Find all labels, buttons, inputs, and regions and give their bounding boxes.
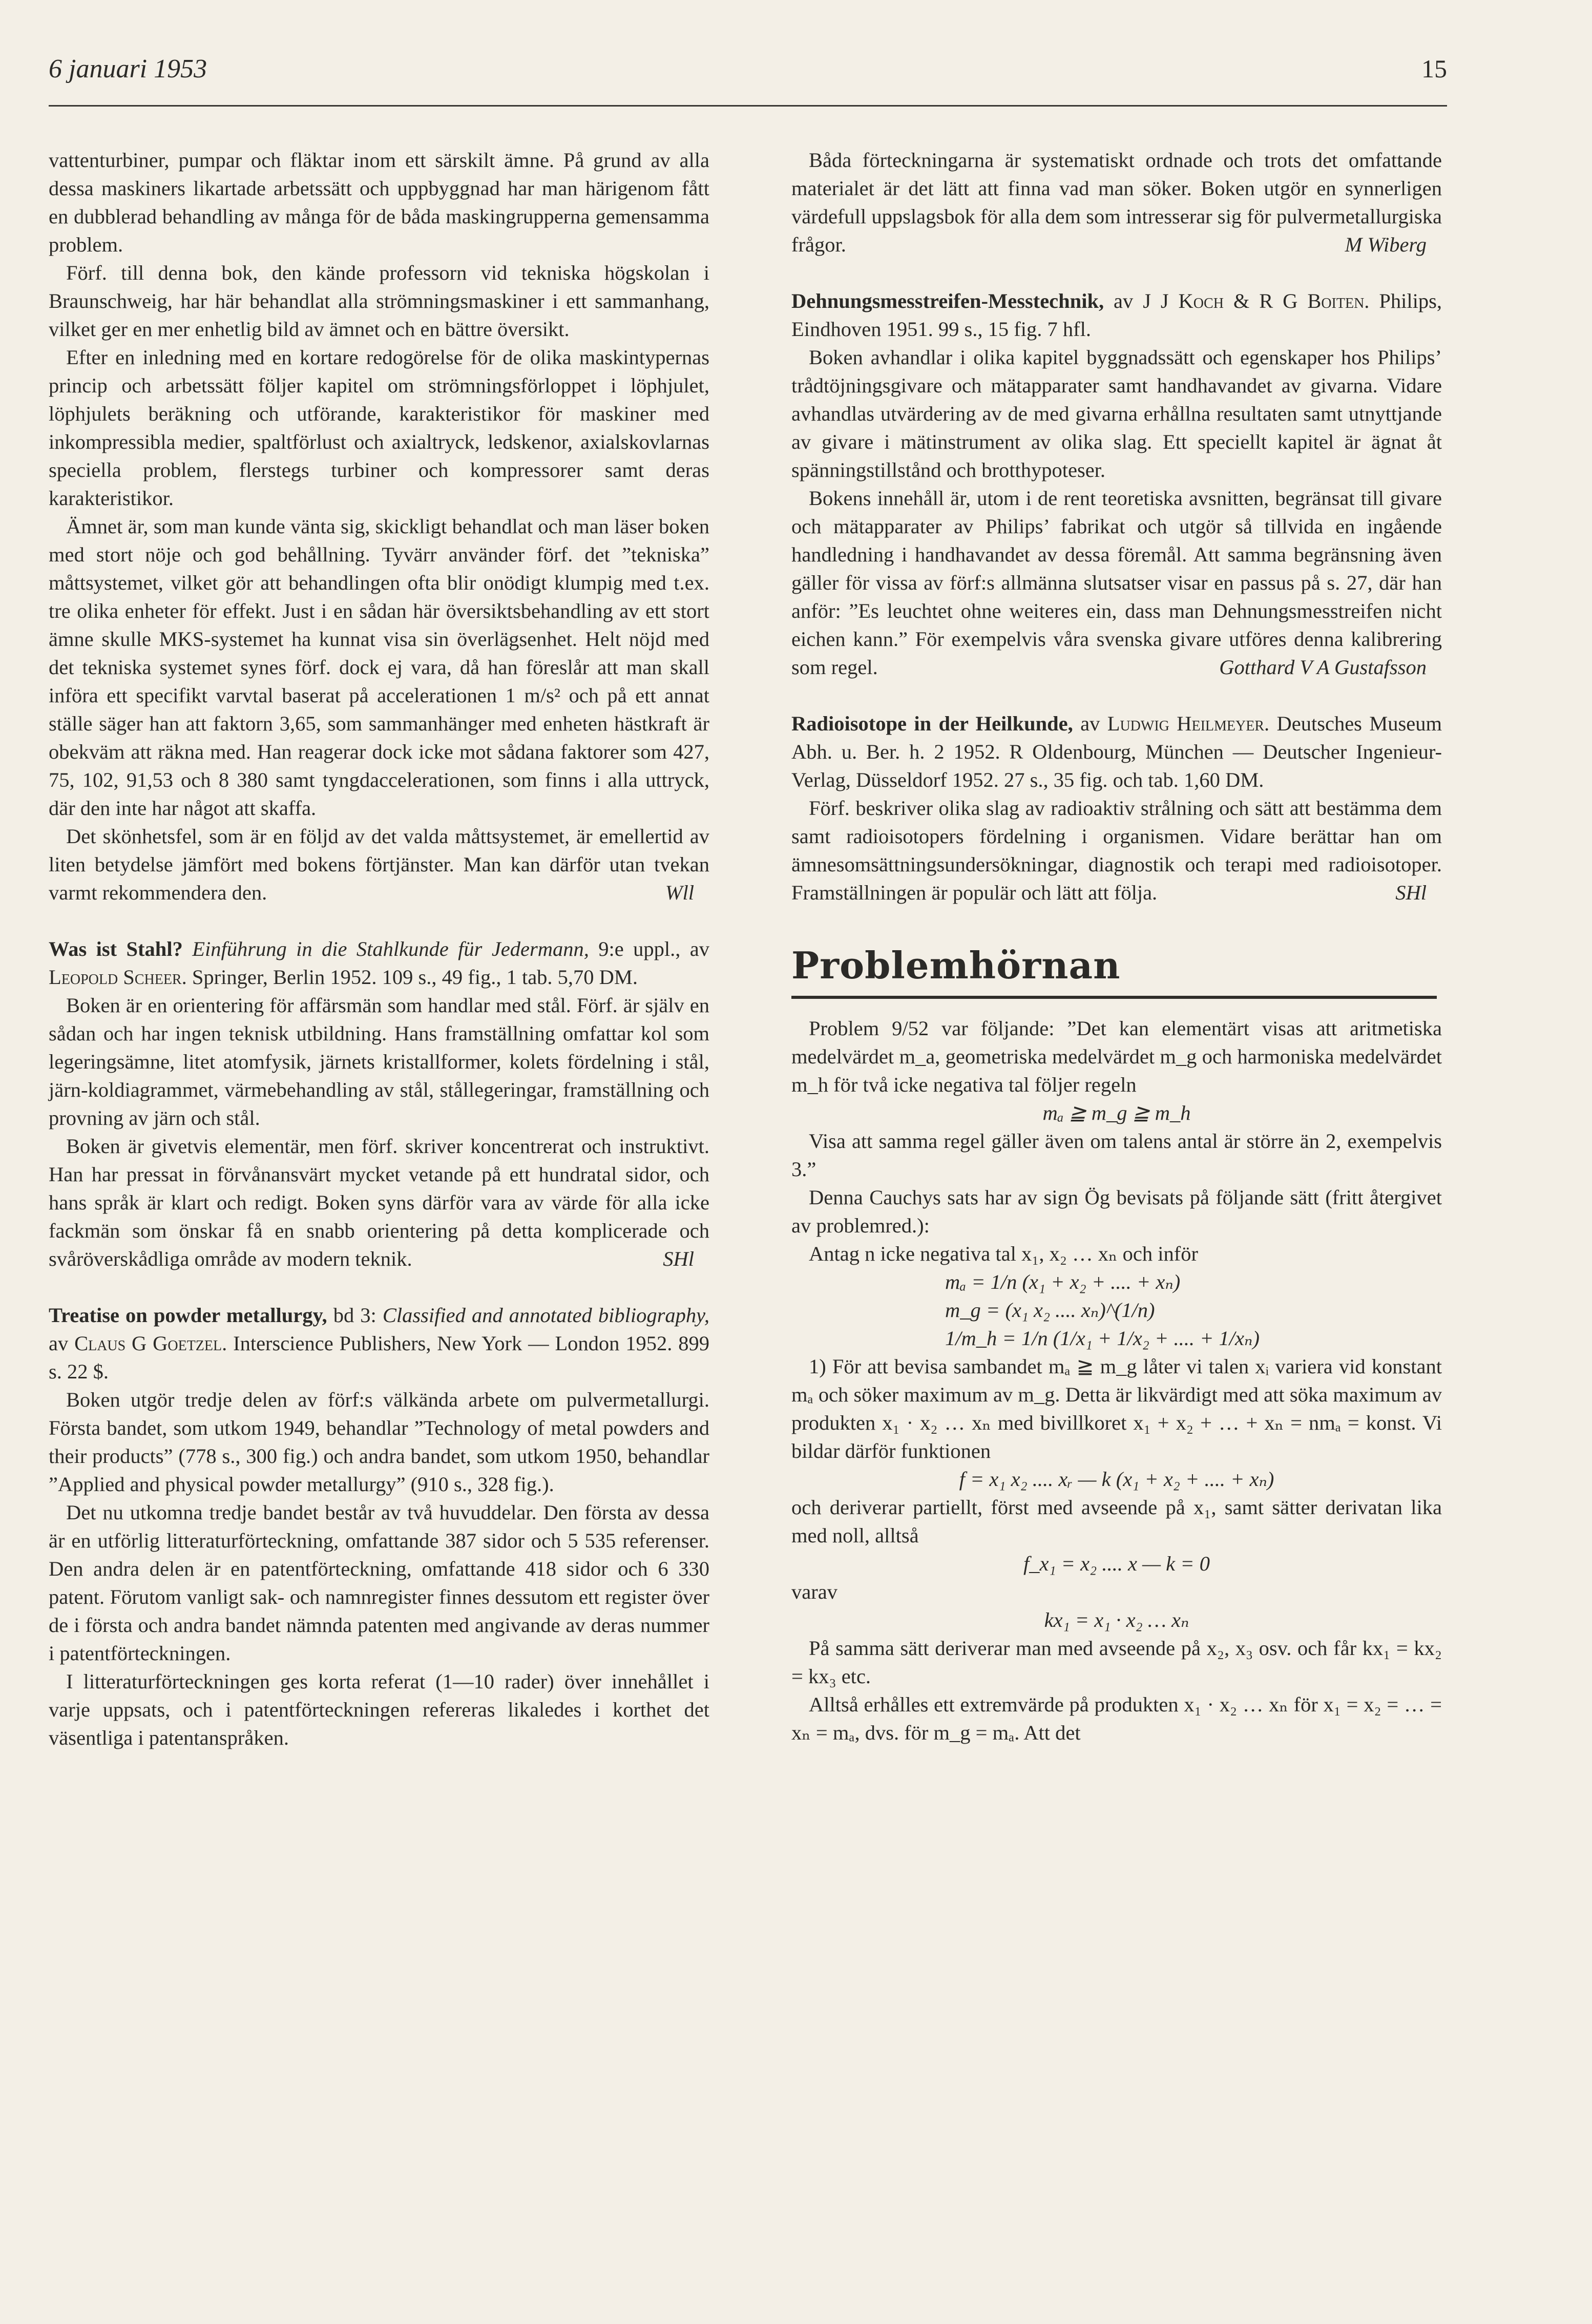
entry-heading	[791, 709, 1442, 794]
review-paragraph: Det skönhetsfel, som är en följd av det valda måttsystemet, är emellertid av liten betydelse jämfört med bokens förtjänster. Man kan därför utan tvekan varmt rekommendera den.	[49, 825, 709, 904]
review-entry-radioisotope	[791, 709, 1442, 907]
review-paragraph: Ämnet är, som man kunde vänta sig, skickligt behandlat och man läser boken med stort nöje och god behållning. Tyvärr använder förf. det ”tekniska” måttsystemet, vilket gör att behandlingen ofta blir onödigt klumpig med t.ex. tre olika enheter för effekt. Just i en sådan här översiktsbehandling av ett stort ämne skulle MKS-systemet ha kunnat visa sin överlägsenhet. Helt nöjd med det tekniska systemet synes förf. dock ej vara, då han föreslår att man skall införa ett specifikt varvtal baserat på accelerationen 1 m/s² och på ett annat ställe säger han att faktorn 3,65, som sammanhänger med enheten hästkraft är obekväm att räkna med. Han reagerar dock icke mot sådana faktorer som 427, 75, 102, 91,53 och 8 380 samt tyngdaccelerationen, som finns i alla uttryck, där den inte har något att skaffa.	[49, 515, 709, 820]
reviewer-signature: SHl	[1395, 881, 1427, 904]
book-title: Treatise on powder metallurgy,	[49, 1304, 327, 1327]
equation-function-f: f = x₁ x₂ .... xᵣ — k (x₁ + x₂ + .... + xₙ)	[959, 1468, 1274, 1491]
review-paragraph: Båda förteckningarna är systematiskt ordnade och trots det omfattande materialet är det lätt att finna vad man söker. Boken utgör en synnerligen värdefull uppslagsbok för alla dem som intresserar sig för pulvermetallurgiska frågor.	[791, 149, 1442, 256]
problem-text-varav: varav	[791, 1580, 837, 1603]
review-paragraph: vattenturbiner, pumpar och fläktar inom ett särskilt ämne. På grund av alla dessa maskiners likartade arbetssätt och uppbyggnad har man härigenom fått en dubblerad behandling av många för de båda maskingrupperna gemensamma problem.	[49, 149, 709, 256]
review-paragraph: Förf. till denna bok, den kände professorn vid tekniska högskolan i Braunschweig, har här behandlat alla strömningsmaskiner i ett sammanhang, vilket ger en mer enhetlig bild av ämnet och en bättre översikt.	[49, 261, 709, 341]
reviewer-signature: Wll	[665, 881, 694, 904]
book-title: Dehnungsmesstreifen-Messtechnik,	[791, 289, 1104, 312]
book-meta: Springer, Berlin 1952. 109 s., 49 fig., 1 tab. 5,70 DM.	[192, 966, 638, 989]
book-author: J J Koch & R G Boiten.	[1143, 289, 1370, 312]
review-entry-stahl	[49, 935, 709, 1273]
equation-kx1: kx₁ = x₁ · x₂ … xₙ	[1044, 1608, 1189, 1631]
review-paragraph: I litteraturförteckningen ges korta referat (1—10 rader) över innehållet i varje uppsats, och i patentförteckningen refereras likaledes i korthet det väsentliga i patentanspråken.	[49, 1670, 709, 1749]
book-meta: Deutsches Museum Abh. u. Ber. h. 2 1952. R Oldenbourg, München — Deutscher Ingenieur-Verlag, Düsseldorf 1952. 27 s., 35 fig. och tab. 1,60 DM.	[791, 712, 1442, 791]
page-header	[49, 54, 1447, 102]
reviewer-signature: Gotthard V A Gustafsson	[1219, 656, 1427, 679]
equation-geometric-mean: m_g = (x₁ x₂ .... xₙ)^(1/n)	[945, 1299, 1155, 1322]
problem-paragraph: Problem 9/52 var följande: ”Det kan elementärt visas att aritmetiska medelvärdet m_a, geometriska medelvärdet m_g och harmoniska medelvärdet m_h för två icke negativa tal följer regeln	[791, 1017, 1442, 1096]
problem-paragraph: Denna Cauchys sats har av sign Ög bevisats på följande sätt (fritt återgivet av problemred.):	[791, 1186, 1442, 1237]
book-author: Leopold Scheer.	[49, 966, 187, 989]
entry-heading	[49, 1301, 709, 1386]
book-meta: 9:e uppl., av	[598, 937, 709, 960]
entry-heading	[791, 287, 1442, 343]
left-column	[49, 146, 709, 1752]
book-subtitle: Classified and annotated bibliography,	[382, 1304, 710, 1327]
review-paragraph: Förf. beskriver olika slag av radioaktiv strålning och sätt att bestämma dem samt radioisotopers fördelning i organismen. Vidare berättar han om ämnesomsättningsundersökningar, diagnostik och terapi med radioisotoper. Framställningen är populär och lätt att följa.	[791, 797, 1442, 904]
book-meta: av	[1080, 712, 1100, 735]
problem-paragraph: På samma sätt deriverar man med avseende på x₂, x₃ osv. och får kx₁ = kx₂ = kx₃ etc.	[791, 1637, 1442, 1688]
review-entry-powder-metallurgy	[49, 1301, 709, 1752]
issue-date: 6 januari 1953	[49, 54, 207, 83]
book-meta: av	[1114, 289, 1134, 312]
header-rule	[49, 105, 1447, 107]
problem-paragraph: Antag n icke negativa tal x₁, x₂ … xₙ och inför	[809, 1242, 1198, 1265]
book-subtitle: Einführung in die Stahlkunde für Jedermann,	[192, 937, 589, 960]
page-number: 15	[1421, 54, 1447, 83]
section-rule	[791, 996, 1437, 999]
inequality-rule: mₐ ≧ m_g ≧ m_h	[1042, 1101, 1191, 1124]
book-meta: Interscience Publishers, New York — London 1952. 899 s. 22 $.	[49, 1332, 709, 1383]
book-author: Ludwig Heilmeyer.	[1107, 712, 1270, 735]
reviewer-signature: SHl	[663, 1247, 694, 1270]
section-title: Problemhörnan	[791, 944, 1121, 987]
review-paragraph: Boken är en orientering för affärsmän som handlar med stål. Förf. är själv en sådan och har ingen teknisk utbildning. Hans framställning omfattar kol som legeringsämne, litet atomfysik, järnets kristallformer, kolets fördelning i stål, järn-koldiagrammet, värmebehandling av stål, stållegeringar, framställning och provning av järn och stål.	[49, 994, 709, 1129]
book-title: Was ist Stahl?	[49, 937, 183, 960]
book-volume: bd 3:	[333, 1304, 376, 1327]
entry-heading	[49, 935, 709, 991]
equation-arithmetic-mean: mₐ = 1/n (x₁ + x₂ + .... + xₙ)	[945, 1270, 1181, 1293]
review-paragraph: Det nu utkomna tredje bandet består av två huvuddelar. Den första av dessa är en utförlig litteraturförteckning, omfattande 387 sidor och 5 535 referenser. Den andra delen är en patentförteckning, omfattande 418 sidor och 6 330 patent. Förutom vanligt sak- och namnregister finnes dessutom ett register över de i första och andra bandet nämnda patenten med angivande av deras nummer i patentförteckningen.	[49, 1501, 709, 1665]
problem-paragraph: Alltså erhålles ett extremvärde på produkten x₁ · x₂ … xₙ för x₁ = x₂ = … = xₙ = mₐ, dvs. för m_g = mₐ. Att det	[791, 1693, 1442, 1744]
book-meta: Philips, Eindhoven 1951. 99 s., 15 fig. 7 hfl.	[791, 289, 1442, 341]
book-author: Claus G Goetzel.	[74, 1332, 227, 1355]
review-paragraph: Bokens innehåll är, utom i de rent teoretiska avsnitten, begränsat till givare och mätapparater av Philips’ fabrikat och utgör så tillvida en ingående handledning i handhavandet av dessa föremål. Att samma begränsning även gäller för vissa av förf:s allmänna slutsatser visar en passus på s. 27, där han anför: ”Es leuchtet ohne weiteres ein, dass man Dehnungsmesstreifen nicht eichen kann.” För exempelvis våra svenska givare utföres denna kalibrering som regel.	[791, 487, 1442, 679]
right-column	[791, 146, 1442, 1747]
equation-harmonic-mean: 1/m_h = 1/n (1/x₁ + 1/x₂ + .... + 1/xₙ)	[945, 1327, 1260, 1350]
book-meta: av	[49, 1332, 69, 1355]
review-paragraph: Boken avhandlar i olika kapitel byggnadssätt och egenskaper hos Philips’ trådtöjningsgivare och mätapparater samt handhavandet av givarna. Vidare avhandlas utvärdering av de med givarna erhållna resultaten samt utnyttjande av givare i mätinstrument av olika slag. Ett speciellt kapitel är ägnat åt spänningstillstånd och brotthypoteser.	[791, 346, 1442, 481]
review-paragraph: Boken utgör tredje delen av förf:s välkända arbete om pulvermetallurgi. Första bandet, som utkom 1949, behandlar ”Technology of metal powders and their products” (778 s., 300 fig.) och andra bandet, som utkom 1950, behandlar ”Applied and physical powder metallurgy” (910 s., 328 fig.).	[49, 1388, 709, 1496]
problem-paragraph: 1) För att bevisa sambandet mₐ ≧ m_g låter vi talen xᵢ variera vid konstant mₐ och söker maximum av m_g. Detta är likvärdigt med att söka maximum av produkten x₁ · x₂ … xₙ med bivillkoret x₁ + x₂ + … + xₙ = nmₐ = konst. Vi bildar därför funktionen	[791, 1355, 1442, 1462]
review-paragraph: Efter en inledning med en kortare redogörelse för de olika maskintypernas princip och arbetssätt följer kapitel om strömningsförloppet i löphjulet, löphjulets beräkning och utförande, karakteristikor för maskiner med inkompressibla medier, spaltförlust och axialtryck, ledskenor, axialskovlarnas speciella problem, flerstegs turbiner och kompressorer samt deras karakteristikor.	[49, 346, 709, 510]
reviewer-signature: M Wiberg	[1345, 233, 1427, 256]
problem-paragraph: och deriverar partiellt, först med avseende på x₁, samt sätter derivatan lika med noll, alltså	[791, 1496, 1442, 1547]
problem-paragraph: Visa att samma regel gäller även om talens antal är större än 2, exempelvis 3.”	[791, 1129, 1442, 1181]
equation-derivative: f_x₁ = x₂ .... x — k = 0	[1023, 1552, 1210, 1575]
book-title: Radioisotope in der Heilkunde,	[791, 712, 1073, 735]
review-paragraph: Boken är givetvis elementär, men förf. skriver koncentrerat och instruktivt. Han har pressat in förvånansvärt mycket vetande på ett hundratal sidor, och hans språk är klart och redigt. Boken syns därför vara av värde för alla icke fackmän som önskar få en snabb orientering på detta komplicerade och svåröverskådliga område av modern teknik.	[49, 1135, 709, 1270]
review-entry-dehnungsmesstreifen	[791, 287, 1442, 681]
